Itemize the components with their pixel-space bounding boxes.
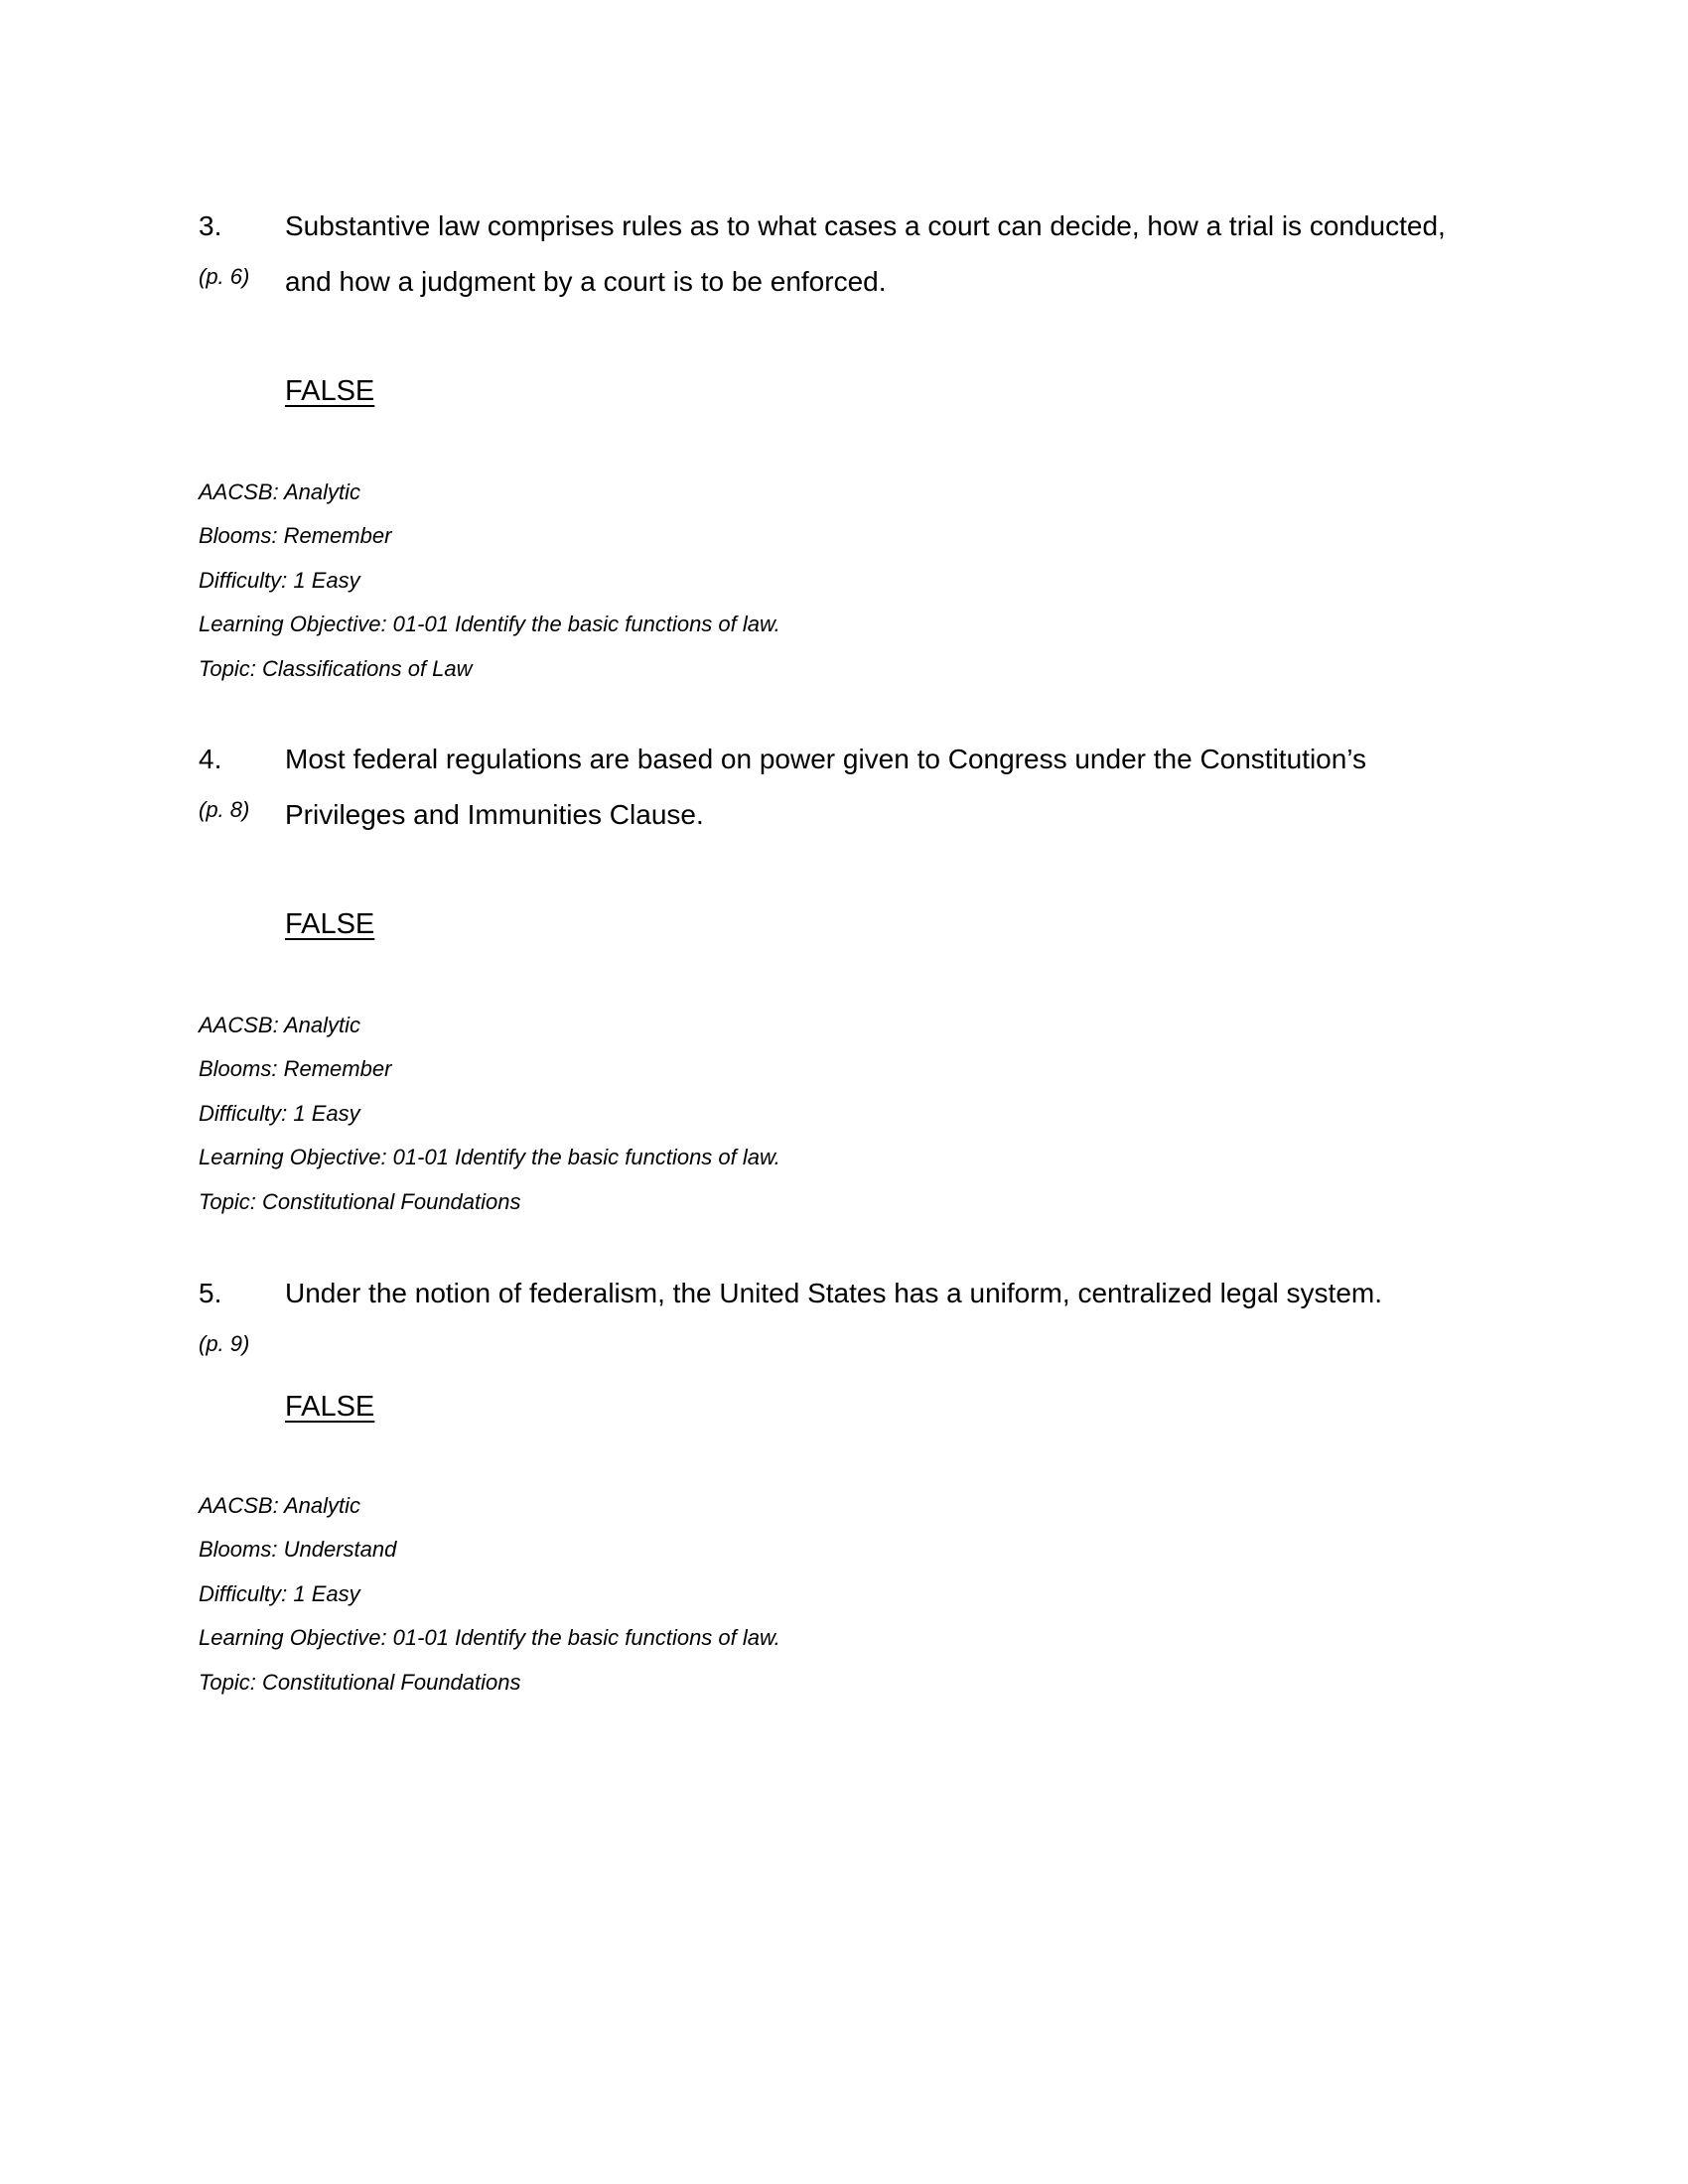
question-number: 5. [199, 1278, 222, 1308]
question-page-ref: (p. 6) [199, 264, 250, 289]
meta-learning-objective: Learning Objective: 01-01 Identify the basic functions of law. [199, 1145, 780, 1170]
question-text: Substantive law comprises rules as to what cases a court can decide, how a trial is conducted, and how a judgment by a court is to be enforced. [285, 210, 1446, 297]
question-page-ref: (p. 8) [199, 797, 250, 822]
question-answer: FALSE [285, 908, 375, 940]
meta-learning-objective: Learning Objective: 01-01 Identify the basic functions of law. [199, 1625, 780, 1651]
question-page-ref: (p. 9) [199, 1331, 250, 1356]
question-number: 4. [199, 744, 222, 774]
meta-aacsb: AACSB: Analytic [199, 1493, 361, 1518]
question-metadata [199, 1484, 780, 1705]
meta-learning-objective: Learning Objective: 01-01 Identify the basic functions of law. [199, 612, 780, 637]
meta-topic: Topic: Constitutional Foundations [199, 1188, 521, 1214]
question-text: Under the notion of federalism, the United States has a uniform, centralized legal system. [285, 1278, 1383, 1308]
meta-aacsb: AACSB: Analytic [199, 479, 361, 504]
question-metadata [199, 471, 780, 691]
meta-difficulty: Difficulty: 1 Easy [199, 1580, 360, 1606]
meta-topic: Topic: Classifications of Law [199, 655, 473, 681]
meta-difficulty: Difficulty: 1 Easy [199, 1100, 360, 1126]
meta-difficulty: Difficulty: 1 Easy [199, 567, 360, 593]
meta-blooms: Blooms: Remember [199, 523, 392, 549]
meta-topic: Topic: Constitutional Foundations [199, 1669, 521, 1695]
meta-aacsb: AACSB: Analytic [199, 1013, 361, 1037]
question-metadata [199, 1004, 780, 1224]
meta-blooms: Blooms: Remember [199, 1056, 392, 1082]
question-answer: FALSE [285, 375, 375, 407]
question-text: Most federal regulations are based on power given to Congress under the Constitution’s Privileges and Immunities Clause. [285, 744, 1367, 830]
question-answer: FALSE [285, 1391, 375, 1423]
question-number: 3. [199, 210, 222, 241]
meta-blooms: Blooms: Understand [199, 1537, 397, 1563]
